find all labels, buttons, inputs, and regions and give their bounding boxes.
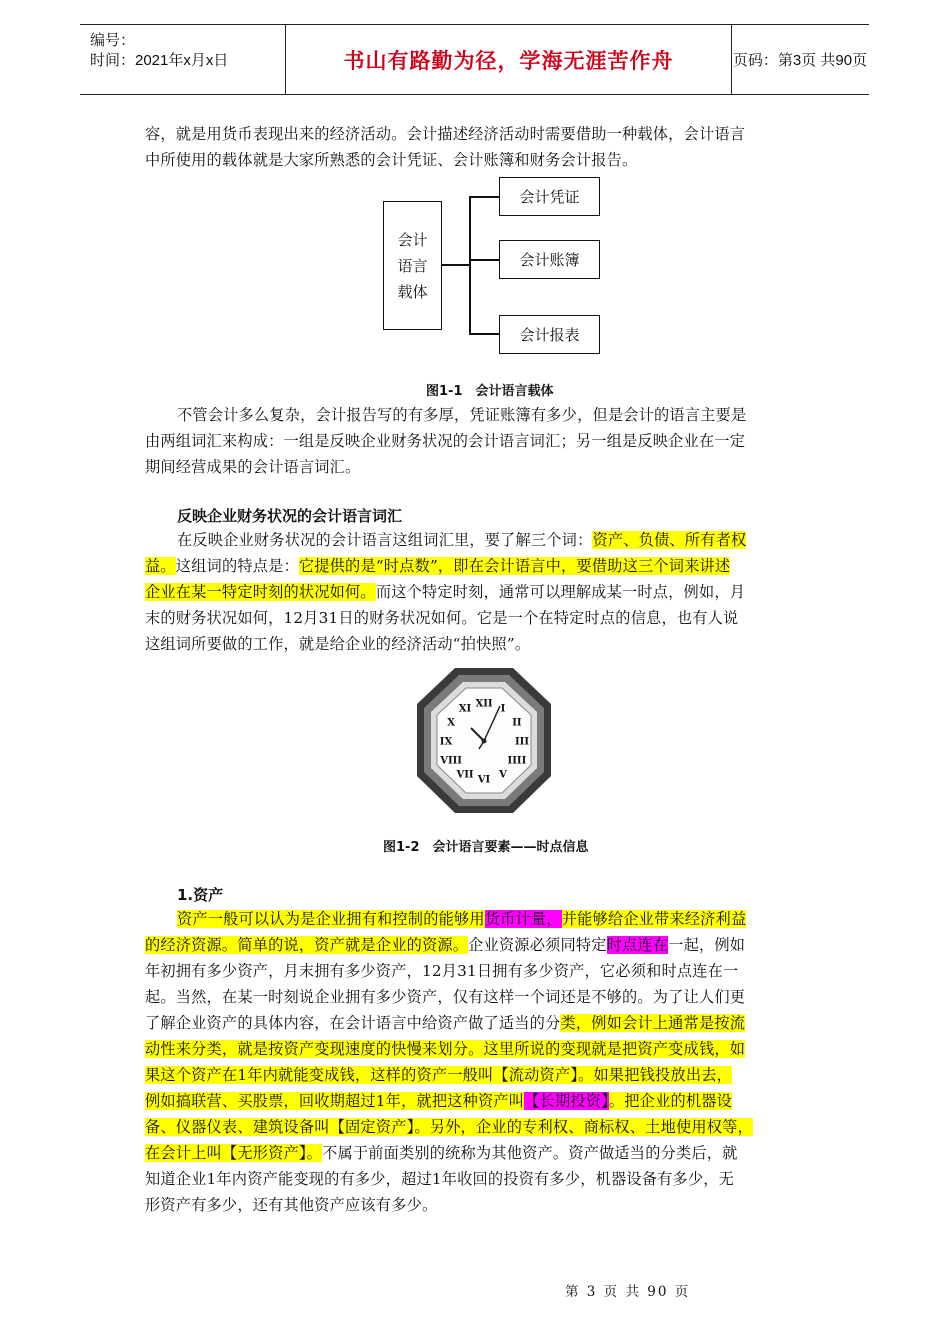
- text-line: [145, 553, 810, 579]
- time-label: 时间：2021年x月x日: [90, 52, 229, 69]
- clock-numeral: I: [500, 703, 506, 715]
- diagram-main-line: 会计: [397, 230, 428, 249]
- number-label: 编号：: [90, 32, 136, 49]
- page-code: 页码：第3页 共90页: [732, 52, 868, 69]
- text-line: 期间经营成果的会计语言词汇。: [145, 458, 361, 476]
- clock-center: [482, 739, 487, 744]
- clock-numeral: VIII: [440, 755, 462, 767]
- highlight-yellow: 类，例如会计上通常是按流: [560, 1014, 746, 1032]
- clock-numeral: IX: [439, 736, 453, 748]
- highlight-yellow: 的经济资源。简单的说，资产就是企业的资源。: [145, 936, 469, 954]
- highlight-magenta: 时点连在: [606, 936, 669, 954]
- clock-numeral: XI: [458, 703, 472, 715]
- highlight-yellow: 益。: [145, 557, 176, 575]
- text-line: [145, 1036, 810, 1062]
- text-run: 在反映企业财务状况的会计语言这组词汇里，要了解三个词：: [177, 531, 593, 549]
- connector-line: [469, 196, 471, 334]
- highlight-yellow: 例如搞联营、买股票，回收期超过1年，就把这种资产叫: [145, 1092, 525, 1110]
- text-line: [145, 932, 810, 958]
- connector-line: [469, 259, 500, 261]
- highlight-magenta: 【长期投资】: [524, 1092, 609, 1110]
- text-line: 形资产有多少，还有其他资产应该有多少。: [145, 1196, 438, 1214]
- connector-line: [469, 333, 500, 335]
- highlight-yellow: 它提供的是“时点数”，即在会计语言中，要借助这三个词来讲述: [298, 557, 731, 575]
- text-line: 不管会计多么复杂，会计报告写的有多厚，凭证账簿有多少，但是会计的语言主要是: [177, 406, 747, 424]
- figure-1-caption: 图1-1 会计语言载体: [426, 384, 554, 399]
- highlight-yellow: 果这个资产在1年内就能变成钱，这样的资产一般叫【流动资产】。如果把钱投放出去，: [145, 1066, 732, 1084]
- clock-numeral: V: [499, 769, 507, 781]
- highlight-yellow: 备、仪器仪表、建筑设备叫【固定资产】。另外，企业的专利权、商标权、土地使用权等，: [145, 1118, 753, 1136]
- text-run: 不属于前面类别的统称为其他资产。资产做适当的分类后，就: [322, 1144, 738, 1162]
- text-run: 企业资源必须同特定: [468, 936, 607, 954]
- text-line: 末的财务状况如何，12月31日的财务状况如何。它是一个在特定时点的信息，也有人说: [145, 609, 739, 627]
- intro-paragraph: [145, 121, 810, 173]
- text-line: [145, 906, 810, 932]
- connector-line: [469, 196, 500, 198]
- page-header: [80, 24, 869, 95]
- highlight-yellow: 企业在某一特定时刻的状况如何。: [145, 583, 376, 601]
- text-line: 这组词所要做的工作，就是给企业的经济活动“拍快照”。: [145, 635, 531, 653]
- motto: 书山有路勤为径，学海无涯苦作舟: [343, 48, 674, 73]
- clock-illustration: [417, 668, 551, 813]
- text-line: 中所使用的载体就是大家所熟悉的会计凭证、会计账簿和财务会计报告。: [145, 151, 638, 169]
- text-run: 这组词的特点是：: [175, 557, 299, 575]
- text-run: 一起，例如: [668, 936, 746, 954]
- clock-numeral: VI: [477, 774, 491, 786]
- text-line: 容，就是用货币表现出来的经济活动。会计描述经济活动时需要借助一种载体，会计语言: [145, 125, 746, 143]
- diagram-main-line: 载体: [397, 282, 428, 301]
- section-1-paragraph: [145, 527, 810, 657]
- diagram-main-line: 语言: [397, 256, 428, 275]
- highlight-yellow: 动性来分类，就是按资产变现速度的快慢来划分。这里所说的变现就是把资产变成钱，如: [145, 1040, 746, 1058]
- text-line: 起。当然，在某一时刻说企业拥有多少资产，仅有这样一个词还是不够的。为了让人们更: [145, 988, 746, 1006]
- page-footer: 第 3 页 共 90 页: [565, 1284, 691, 1300]
- header-motto-cell: [285, 25, 732, 94]
- text-line: [145, 1062, 810, 1088]
- text-line: [145, 527, 810, 553]
- text-line: [145, 1088, 810, 1114]
- clock-numeral: XII: [475, 698, 493, 710]
- diagram-main-box: [383, 201, 442, 330]
- diagram-item-box: 会计凭证: [499, 177, 600, 216]
- section-heading: 反映企业财务状况的会计语言词汇: [177, 507, 403, 525]
- text-line: [145, 1140, 810, 1166]
- header-page-cell: [731, 25, 869, 94]
- diagram-item-box: 会计报表: [499, 315, 600, 354]
- assets-paragraph: [145, 906, 810, 1218]
- text-line: [145, 1010, 810, 1036]
- highlight-yellow: 并能够给企业带来经济利益: [561, 910, 747, 928]
- text-line: 知道企业1年内资产能变现的有多少，超过1年收回的投资有多少，机器设备有多少，无: [145, 1170, 735, 1188]
- clock-numeral: II: [512, 717, 522, 729]
- text-line: [145, 1114, 810, 1140]
- text-line: 年初拥有多少资产，月末拥有多少资产，12月31日拥有多少资产，它必须和时点连在一: [145, 962, 739, 980]
- highlight-yellow: 在会计上叫【无形资产】。: [145, 1144, 323, 1162]
- text-run: 了解企业资产的具体内容，在会计语言中给资产做了适当的分: [145, 1014, 561, 1032]
- clock-numeral: IIII: [507, 755, 527, 767]
- connector-line: [441, 264, 470, 266]
- diagram-item-box: 会计账簿: [499, 240, 600, 279]
- highlight-magenta: 货币计量，: [484, 910, 562, 928]
- text-run: 而这个特定时刻，通常可以理解成某一时点，例如，月: [375, 583, 746, 601]
- assets-heading: 1.资产: [177, 886, 224, 904]
- text-line: [145, 579, 810, 605]
- paragraph-two: [145, 402, 810, 480]
- figure-2-caption: 图1-2 会计语言要素——时点信息: [383, 840, 589, 855]
- clock-numeral: X: [447, 717, 455, 729]
- highlight-yellow: 资产一般可以认为是企业拥有和控制的能够用: [177, 910, 485, 928]
- clock-numeral: VII: [456, 769, 474, 781]
- clock-numeral: III: [514, 736, 530, 748]
- text-line: 由两组词汇来构成：一组是反映企业财务状况的会计语言词汇；另一组是反映企业在一定: [145, 432, 746, 450]
- highlight-yellow: 。把企业的机器设: [608, 1092, 733, 1110]
- header-left-cell: [80, 25, 285, 94]
- highlight-yellow: 资产、负债、所有者权: [592, 531, 747, 549]
